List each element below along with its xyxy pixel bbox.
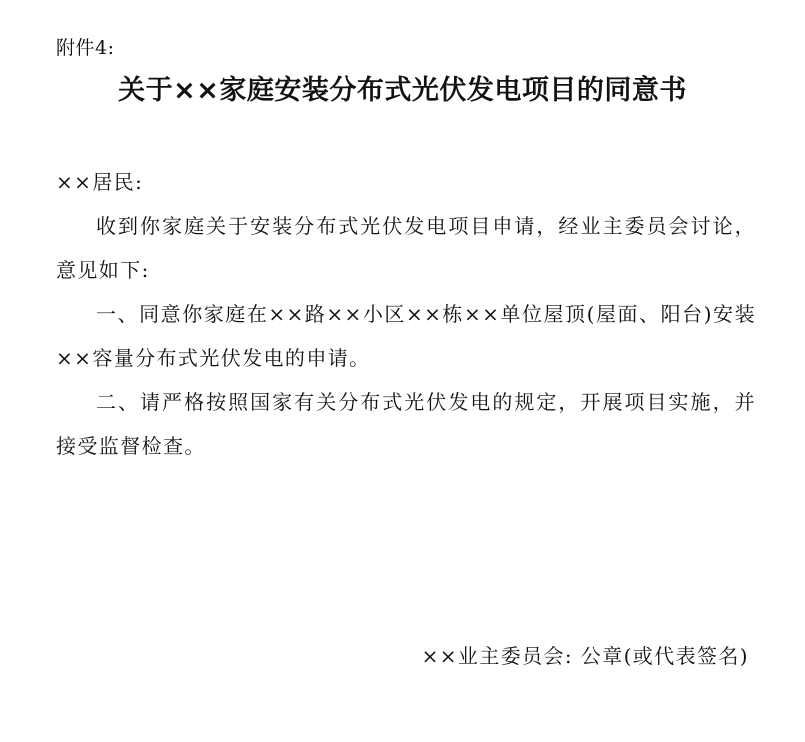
attachment-label: 附件4: bbox=[56, 37, 115, 59]
salutation: ××居民: bbox=[56, 170, 144, 194]
paragraph-intro: 收到你家庭关于安装分布式光伏发电项目申请，经业主委员会讨论，意见如下: bbox=[56, 214, 756, 282]
paragraph-item-2: 二、请严格按照国家有关分布式光伏发电的规定，开展项目实施，并接受监督检查。 bbox=[56, 390, 756, 458]
paragraph-item-1: 一、同意你家庭在××路××小区××栋××单位屋顶(屋面、阳台)安装××容量分布式光伏发电的申请。 bbox=[56, 302, 756, 370]
document-title: 关于××家庭安装分布式光伏发电项目的同意书 bbox=[118, 75, 687, 106]
document-body bbox=[56, 160, 756, 468]
signature-line: ××业主委员会: 公章(或代表签名) bbox=[421, 644, 749, 668]
